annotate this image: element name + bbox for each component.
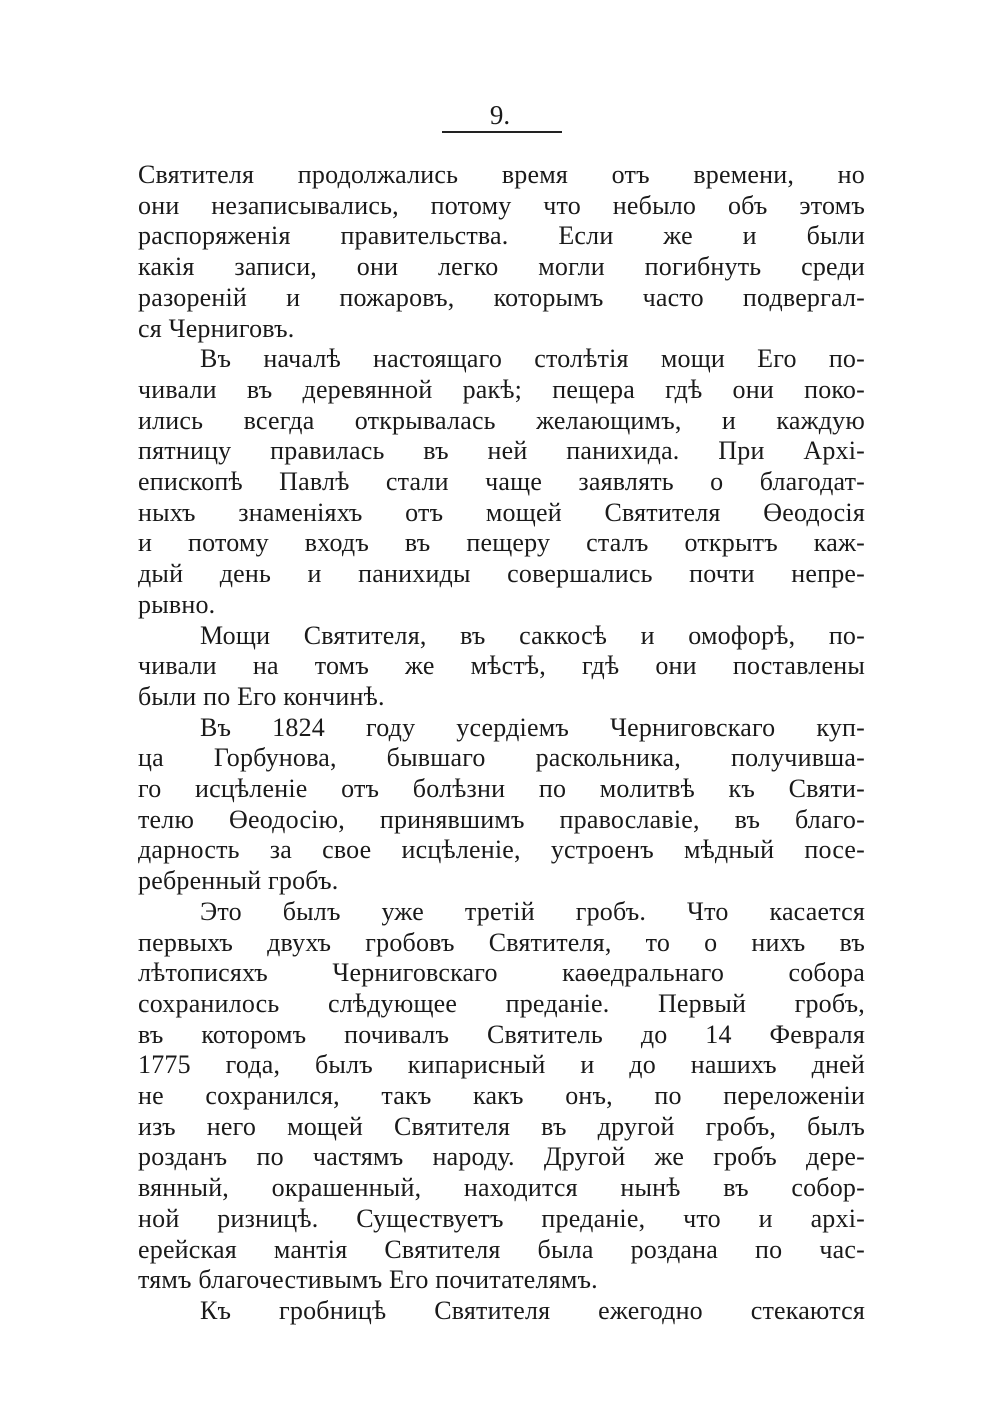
text-line: ребренный гробъ. <box>138 866 339 896</box>
text-line: ерейская мантія Святителя была роздана по час- <box>138 1234 865 1264</box>
text-line: они незаписывались, потому что небыло объ этомъ <box>138 190 865 220</box>
text-line: не сохранился, такъ какъ онъ, по переложеніи <box>138 1081 865 1110</box>
text-line: пятницу правилась въ ней панихида. При Архі- <box>138 436 865 466</box>
text-line: Въ началѣ настоящаго столѣтія мощи Его по- <box>200 344 865 374</box>
text-line: изъ него мощей Святителя въ другой гробъ, былъ <box>138 1111 865 1141</box>
text-line: ся Черниговъ. <box>138 313 295 343</box>
page-number: 9. <box>489 100 511 130</box>
text-line: ной ризницѣ. Существуетъ преданіе, что и архі- <box>138 1203 865 1233</box>
text-line: дарность за свое исцѣленіе, устроенъ мѣдный посе- <box>138 835 865 865</box>
text-line: ились всегда открывалась желающимъ, и каждую <box>138 405 865 435</box>
text-line: Святителя продолжались время отъ времени, но <box>138 160 865 189</box>
text-line: го исцѣленіе отъ болѣзни по молитвѣ къ Святи- <box>138 774 865 803</box>
text-line: ца Горбунова, бывшаго раскольника, получивша- <box>138 743 865 773</box>
text-line: распоряженія правительства. Если же и были <box>138 221 865 251</box>
text-line: въ которомъ почивалъ Святитель до 14 Февраля <box>138 1019 865 1049</box>
text-line: телю Өеодосію, принявшимъ православіе, въ благо- <box>138 804 865 834</box>
text-line: розданъ по частямъ народу. Другой же гробъ дере- <box>138 1142 865 1172</box>
text-line: Это былъ уже третій гробъ. Что касается <box>200 896 865 926</box>
text-line: первыхъ двухъ гробовъ Святителя, то о нихъ въ <box>138 927 865 957</box>
text-line: вянный, окрашенный, находится нынѣ въ собор- <box>138 1173 865 1203</box>
text-line: Въ 1824 году усердіемъ Черниговскаго куп- <box>200 712 865 742</box>
text-line: Мощи Святителя, въ саккосѣ и омофорѣ, по- <box>200 620 865 650</box>
text-line: чивали въ деревянной ракѣ; пещера гдѣ они поко- <box>138 374 865 404</box>
text-line: какія записи, они легко могли погибнуть среди <box>138 252 865 282</box>
text-line: епископѣ Павлѣ стали чаще заявлять о благодат- <box>138 467 865 496</box>
text-line: тямъ благочестивымъ Его почитателямъ. <box>138 1265 598 1295</box>
text-line: чивали на томъ же мѣстѣ, гдѣ они поставлены <box>138 651 865 681</box>
text-line: дый день и панихиды совершались почти непре- <box>138 559 865 589</box>
text-line: ныхъ знаменіяхъ отъ мощей Святителя Өеодосія <box>138 497 865 527</box>
text-line: были по Его кончинѣ. <box>138 681 385 711</box>
text-line: сохранилось слѣдующее преданіе. Первый гробъ, <box>138 988 865 1018</box>
text-line: лѣтописяхъ Черниговскаго каөедральнаго собора <box>138 958 865 988</box>
text-line: и потому входъ въ пещеру сталъ открытъ каж- <box>138 528 865 558</box>
text-line: разореній и пожаровъ, которымъ часто подвергал- <box>138 282 865 312</box>
text-line: рывно. <box>138 589 216 619</box>
text-line: 1775 года, былъ кипарисный и до нашихъ дней <box>138 1050 865 1080</box>
text-line: Къ гробницѣ Святителя ежегодно стекаются <box>200 1295 865 1325</box>
